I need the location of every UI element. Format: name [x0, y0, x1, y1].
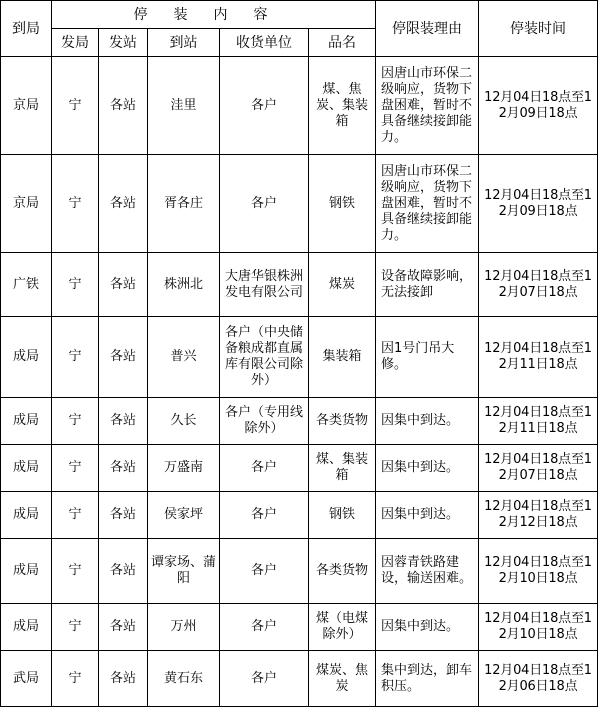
cell-reason: 集中到达，卸车积压。	[376, 651, 479, 707]
header-to-station: 到站	[148, 29, 220, 57]
cell-reason: 因蓉青铁路建设，输送困难。	[376, 539, 479, 604]
cell-to-bureau: 成局	[1, 539, 52, 604]
cell-time: 12月04日18点至12月09日18点	[479, 57, 598, 155]
table-body	[1, 57, 598, 707]
cell-goods: 煤（电煤除外）	[309, 604, 376, 651]
cell-time: 12月04日18点至12月07日18点	[479, 253, 598, 317]
cell-to-bureau: 京局	[1, 57, 52, 155]
cell-to-station: 久长	[148, 398, 220, 445]
cell-reason: 因集中到达。	[376, 398, 479, 445]
cell-time: 12月04日18点至12月11日18点	[479, 317, 598, 398]
cell-from-bureau: 宁	[52, 445, 99, 492]
cell-to-bureau: 成局	[1, 492, 52, 539]
cell-time: 12月04日18点至12月07日18点	[479, 445, 598, 492]
cell-to-bureau: 成局	[1, 604, 52, 651]
cell-to-bureau: 京局	[1, 155, 52, 253]
cell-from-bureau: 宁	[52, 492, 99, 539]
cell-goods: 煤、焦炭、集装箱	[309, 57, 376, 155]
header-from-station: 发站	[99, 29, 148, 57]
table-row	[1, 492, 598, 539]
table-row	[1, 651, 598, 707]
header-suspension-content	[52, 1, 376, 29]
header-suspension-content-label: 停装内容	[133, 6, 294, 23]
cell-from-bureau: 宁	[52, 651, 99, 707]
cell-to-station: 谭家场、蒲阳	[148, 539, 220, 604]
cell-time: 12月04日18点至12月06日18点	[479, 651, 598, 707]
cell-reason: 因唐山市环保二级响应，货物下盘困难，暂时不具备继续接卸能力。	[376, 155, 479, 253]
table-row	[1, 155, 598, 253]
cell-to-bureau: 成局	[1, 317, 52, 398]
cell-goods: 钢铁	[309, 155, 376, 253]
cell-consignee: 各户（中央储备粮成都直属库有限公司除外）	[220, 317, 309, 398]
cell-from-bureau: 宁	[52, 539, 99, 604]
cell-from-station: 各站	[99, 317, 148, 398]
cell-from-station: 各站	[99, 253, 148, 317]
cell-time: 12月04日18点至12月12日18点	[479, 492, 598, 539]
cell-reason: 因集中到达。	[376, 445, 479, 492]
cell-time: 12月04日18点至12月11日18点	[479, 398, 598, 445]
cell-reason: 因唐山市环保二级响应，货物下盘困难，暂时不具备继续接卸能力。	[376, 57, 479, 155]
cell-to-bureau: 广铁	[1, 253, 52, 317]
cell-consignee: 各户（专用线除外）	[220, 398, 309, 445]
cell-time: 12月04日18点至12月10日18点	[479, 539, 598, 604]
cell-from-bureau: 宁	[52, 57, 99, 155]
header-time: 停装时间	[479, 1, 598, 57]
cell-to-station: 株洲北	[148, 253, 220, 317]
cell-from-station: 各站	[99, 492, 148, 539]
table-row	[1, 253, 598, 317]
cell-consignee: 大唐华银株洲发电有限公司	[220, 253, 309, 317]
cell-from-station: 各站	[99, 604, 148, 651]
cell-goods: 煤炭	[309, 253, 376, 317]
table-row	[1, 604, 598, 651]
cell-reason: 因集中到达。	[376, 492, 479, 539]
cell-reason: 因集中到达。	[376, 604, 479, 651]
cell-to-bureau: 成局	[1, 445, 52, 492]
cell-consignee: 各户	[220, 57, 309, 155]
cell-consignee: 各户	[220, 445, 309, 492]
cell-goods: 各类货物	[309, 398, 376, 445]
cell-from-bureau: 宁	[52, 604, 99, 651]
table-row	[1, 445, 598, 492]
cell-consignee: 各户	[220, 492, 309, 539]
cell-goods: 煤、集装箱	[309, 445, 376, 492]
cell-goods: 集装箱	[309, 317, 376, 398]
cell-from-station: 各站	[99, 445, 148, 492]
header-reason: 停限装理由	[376, 1, 479, 57]
cell-from-bureau: 宁	[52, 253, 99, 317]
cell-goods: 煤炭、焦炭	[309, 651, 376, 707]
cell-to-station: 侯家坪	[148, 492, 220, 539]
cell-to-bureau: 成局	[1, 398, 52, 445]
cell-time: 12月04日18点至12月10日18点	[479, 604, 598, 651]
cell-consignee: 各户	[220, 155, 309, 253]
cell-from-station: 各站	[99, 57, 148, 155]
cell-from-station: 各站	[99, 398, 148, 445]
header-goods: 品名	[309, 29, 376, 57]
cell-to-station: 洼里	[148, 57, 220, 155]
table-row	[1, 57, 598, 155]
header-to-bureau: 到局	[1, 1, 52, 57]
cell-to-station: 普兴	[148, 317, 220, 398]
table-row	[1, 317, 598, 398]
cell-from-station: 各站	[99, 539, 148, 604]
cell-to-station: 万盛南	[148, 445, 220, 492]
cell-goods: 钢铁	[309, 492, 376, 539]
cell-from-bureau: 宁	[52, 398, 99, 445]
cell-to-station: 万州	[148, 604, 220, 651]
header-from-bureau: 发局	[52, 29, 99, 57]
cell-consignee: 各户	[220, 604, 309, 651]
cell-from-station: 各站	[99, 651, 148, 707]
cell-from-station: 各站	[99, 155, 148, 253]
cell-to-station: 胥各庄	[148, 155, 220, 253]
cell-goods: 各类货物	[309, 539, 376, 604]
cell-to-bureau: 武局	[1, 651, 52, 707]
cell-from-bureau: 宁	[52, 317, 99, 398]
header-consignee: 收货单位	[220, 29, 309, 57]
table-row	[1, 539, 598, 604]
table-row	[1, 398, 598, 445]
cell-consignee: 各户	[220, 651, 309, 707]
cell-time: 12月04日18点至12月09日18点	[479, 155, 598, 253]
cell-to-station: 黄石东	[148, 651, 220, 707]
cell-consignee: 各户	[220, 539, 309, 604]
cell-from-bureau: 宁	[52, 155, 99, 253]
cell-reason: 设备故障影响，无法接卸	[376, 253, 479, 317]
cell-reason: 因1号门吊大修。	[376, 317, 479, 398]
